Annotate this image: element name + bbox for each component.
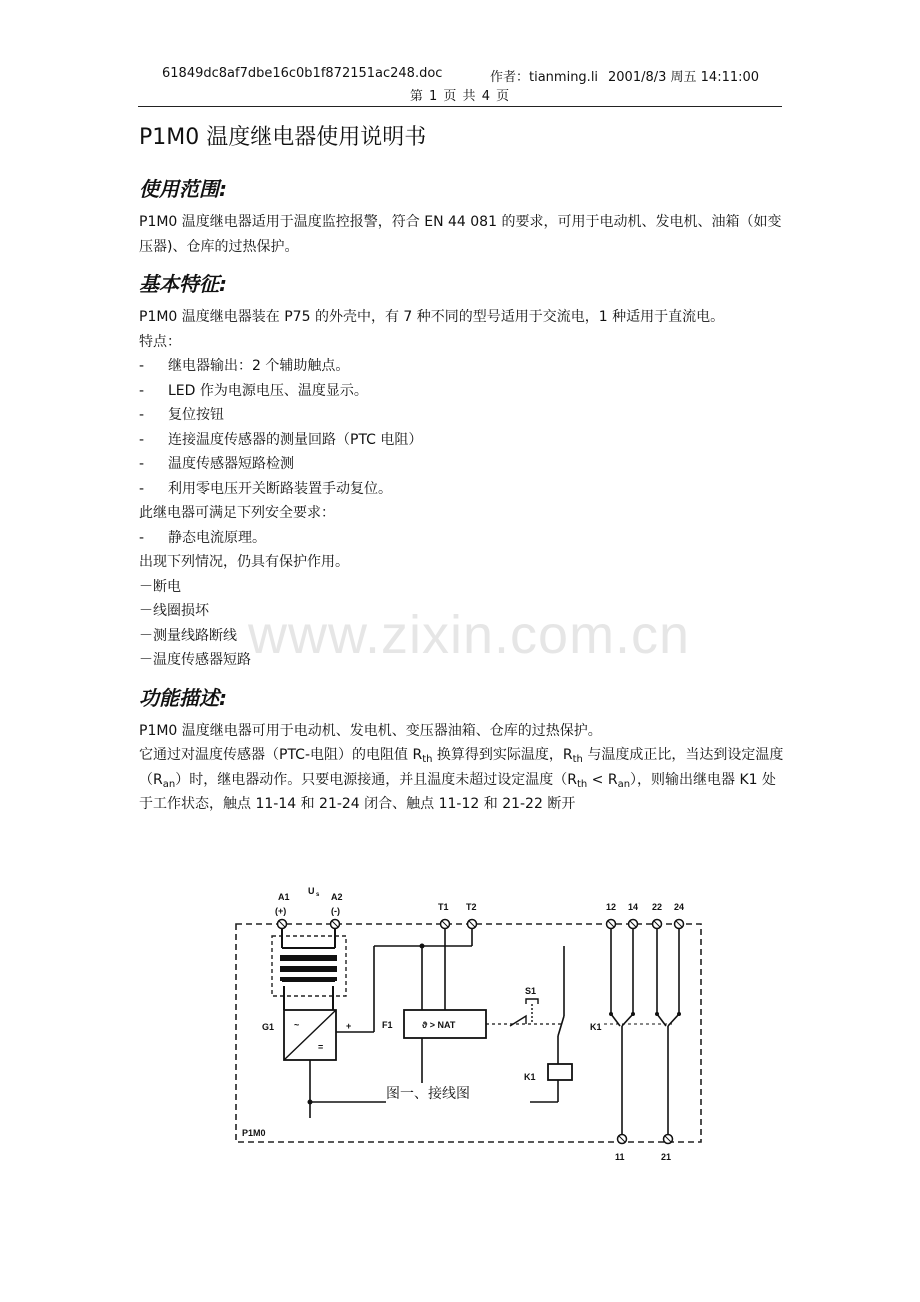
- label-a2: A2: [331, 892, 343, 902]
- document-title: P1M0 温度继电器使用说明书: [139, 125, 427, 150]
- label-22: 22: [652, 902, 663, 912]
- list-item: - 温度传感器短路检测: [139, 456, 294, 472]
- label-t2: T2: [466, 902, 477, 912]
- protection-item: －断电: [139, 578, 181, 595]
- features-label: 特点：: [139, 333, 181, 350]
- wiring-diagram: [232, 886, 712, 1168]
- label-s1: S1: [525, 986, 537, 996]
- section-heading-features: 基本特征:: [139, 272, 227, 296]
- list-item: - 利用零电压开关断路装置手动复位。: [139, 480, 392, 497]
- label-a2-polarity: (-): [331, 906, 340, 916]
- protection-label: 出现下列情况，仍具有保护作用。: [139, 554, 349, 570]
- watermark: www.zixin.com.cn: [248, 605, 691, 665]
- protection-item: －测量线路断线: [139, 627, 237, 644]
- label-24: 24: [674, 902, 685, 912]
- header-filename: 61849dc8af7dbe16c0b1f872151ac248.doc: [162, 66, 443, 81]
- section-heading-function: 功能描述:: [139, 685, 227, 710]
- label-us-sub: s: [316, 892, 320, 898]
- features-intro: P1M0 温度继电器装在 P75 的外壳中，有 7 种不同的型号适用于交流电，1 种适用于直流电。: [139, 309, 725, 325]
- label-k1-coil: K1: [524, 1072, 536, 1082]
- label-g1: G1: [262, 1022, 275, 1032]
- figure-caption: 图一、接线图: [386, 1083, 470, 1103]
- label-a1: A1: [278, 892, 290, 902]
- list-item: - LED 作为电源电压、温度显示。: [139, 382, 368, 399]
- safety-label: 此继电器可满足下列安全要求：: [139, 505, 335, 521]
- label-eq: =: [318, 1042, 324, 1052]
- label-t1: T1: [438, 902, 449, 912]
- section-heading-scope: 使用范围:: [139, 177, 227, 201]
- list-item: - 复位按钮: [139, 407, 224, 423]
- list-item: - 静态电流原理。: [139, 529, 266, 546]
- function-line1: P1M0 温度继电器可用于电动机、发电机、变压器油箱、仓库的过热保护。: [139, 722, 602, 739]
- label-tilde: ~: [294, 1020, 300, 1030]
- label-plus: +: [346, 1021, 352, 1031]
- features-list: [139, 354, 789, 501]
- reset-button-s1: [510, 999, 538, 1026]
- list-item: - 连接温度传感器的测量回路（PTC 电阻）: [139, 431, 423, 448]
- label-nat: ϑ > NAT: [422, 1020, 456, 1030]
- relay-contacts-k1: [604, 929, 679, 1134]
- label-12: 12: [606, 902, 617, 912]
- page-header: [138, 66, 782, 107]
- label-a1-polarity: (+): [275, 906, 287, 916]
- scope-paragraph: P1M0 温度继电器适用于温度监控报警，符合 EN 44 081 的要求，可用于电动机、发电机、油箱（如变压器)、仓库的过热保护。: [139, 214, 782, 255]
- protection-item: －线圈损坏: [139, 603, 209, 619]
- label-21: 21: [661, 1152, 672, 1162]
- label-14: 14: [628, 902, 639, 912]
- label-p1m0: P1M0: [242, 1128, 266, 1138]
- list-item: - 继电器输出：2 个辅助触点。: [139, 358, 350, 374]
- header-author: 作者：tianming.li: [490, 70, 599, 85]
- label-f1: F1: [382, 1020, 393, 1030]
- label-us: U: [308, 886, 315, 896]
- header-page-info: 第 1 页 共 4 页: [409, 89, 511, 104]
- label-11: 11: [615, 1152, 625, 1162]
- document-body: [139, 118, 789, 817]
- relay-coil-k1: [548, 1064, 572, 1080]
- header-datetime: 2001/8/3 周五 14:11:00: [608, 70, 760, 85]
- protection-item: －温度传感器短路: [139, 652, 251, 668]
- label-k1: K1: [590, 1022, 602, 1032]
- function-paragraph: 它通过对温度传感器（PTC-电阻）的电阻值 $R_{th}$ 换算得到实际温度，$R_{th}$ 与温度成正比，当达到设定温度$(R_{an})$时，继电器动作。只要电源接通，并且温度未超过设定温度$(R_{th} < R_{an})$，则输出继电器 K1 处于工作状态，触点 11-14 和 21-24 闭合、触点 11-12 和 21-22 断开: [139, 747, 784, 812]
